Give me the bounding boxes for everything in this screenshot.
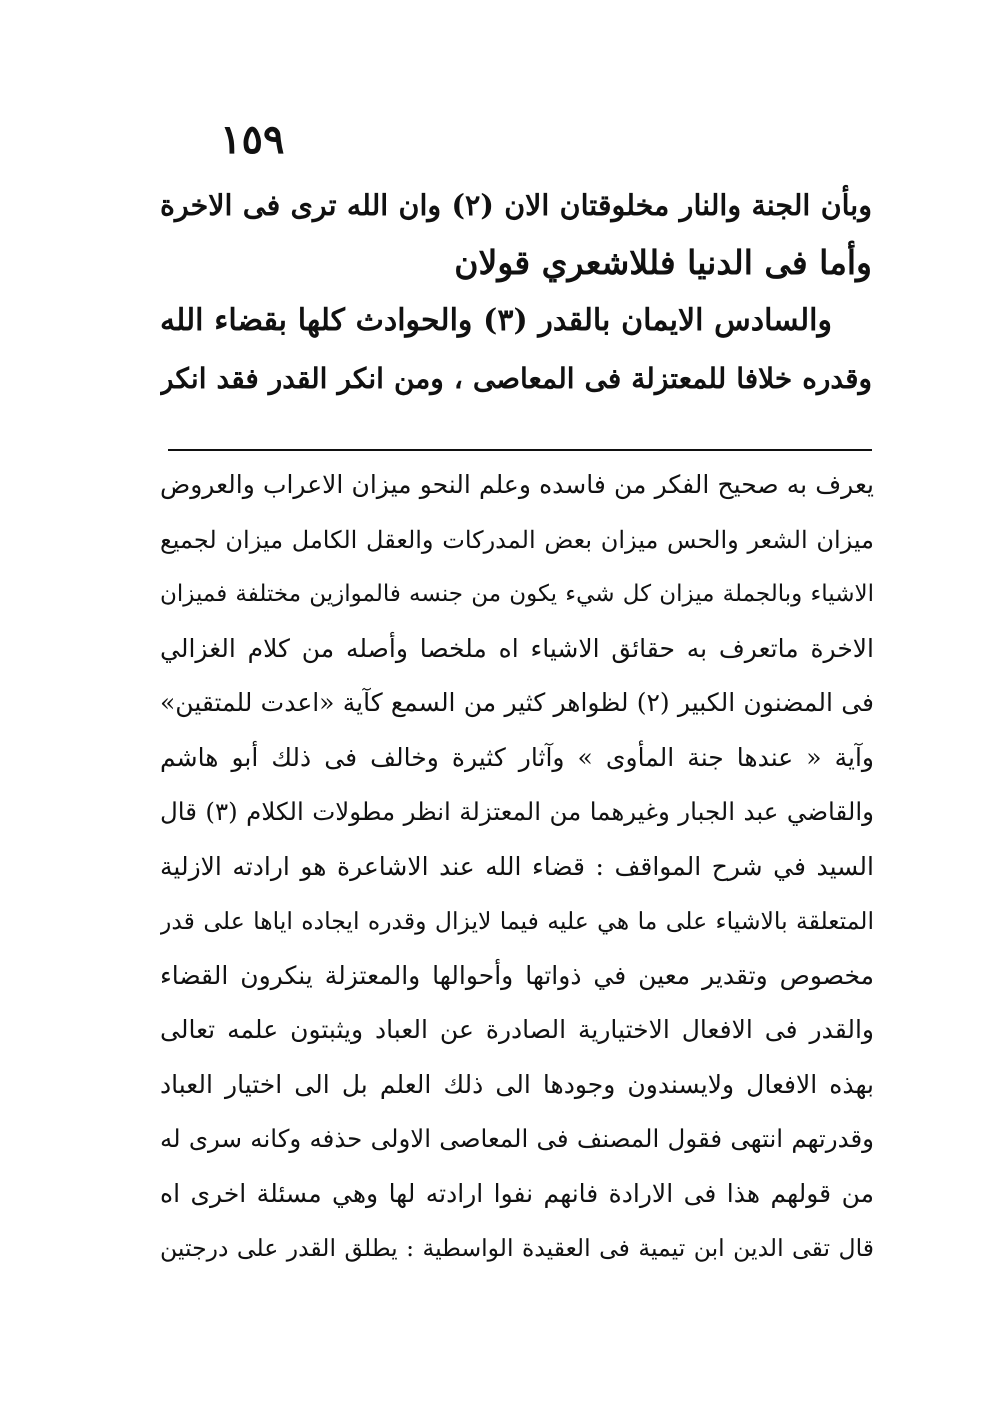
- footnote-line: من قولهم هذا فى الارادة فانهم نفوا ارادته لها وهي مسئلة اخرى اه: [160, 1178, 874, 1208]
- footnote-line: يعرف به صحيح الفكر من فاسده وعلم النحو ميزان الاعراب والعروض: [160, 470, 874, 499]
- footnote-line: وقدرتهم انتهى فقول المصنف فى المعاصى الاولى حذفه وكانه سرى له: [160, 1124, 874, 1153]
- main-line: وبأن الجنة والنار مخلوقتان الان (٢) وان الله ترى فى الاخرة: [160, 188, 872, 222]
- footnote-line: المتعلقة بالاشياء على ما هي عليه فيما لايزال وقدره ايجاده اياها على قدر: [160, 907, 874, 935]
- footnote-line: بهذه الافعال ولايسندون وجودها الى ذلك العلم بل الى اختيار العباد: [160, 1069, 874, 1099]
- main-text: [160, 176, 872, 408]
- main-line: وقدره خلافا للمعتزلة فى المعاصى ، ومن انكر القدر فقد انكر: [160, 362, 872, 395]
- footnote-line: والقاضي عبد الجبار وغيرهما من المعتزلة انظر مطولات الكلام (٣) قال: [160, 797, 874, 826]
- main-line: وأما فى الدنيا فللاشعري قولان: [454, 243, 872, 282]
- footnote-line: فى المضنون الكبير (٢) لظواهر كثير من السمع كآية «اعدت للمتقين»: [160, 688, 874, 717]
- footnote-line: والقدر فى الافعال الاختيارية الصادرة عن العباد ويثبتون علمه تعالى: [160, 1015, 874, 1044]
- footnote-line: الاشياء وبالجملة ميزان كل شيء يكون من جنسه فالموازين مختلفة فميزان: [160, 581, 874, 607]
- main-line: والسادس الايمان بالقدر (٣) والحوادث كلها بقضاء الله: [160, 303, 832, 338]
- footnote-line: قال تقى الدين ابن تيمية فى العقيدة الواسطية : يطلق القدر على درجتين: [160, 1234, 874, 1262]
- footnote-line: السيد في شرح المواقف : قضاء الله عند الاشاعرة هو ارادته الازلية: [160, 851, 874, 881]
- page-number: ١٥٩: [220, 116, 285, 163]
- footnotes: [160, 458, 874, 1276]
- footnote-line: الاخرة ماتعرف به حقائق الاشياء اه ملخصا وأصله من كلام الغزالي: [160, 633, 874, 663]
- footnote-line: ميزان الشعر والحس ميزان بعض المدركات والعقل الكامل ميزان لجميع: [160, 525, 874, 554]
- footnote-line: مخصوص وتقدير معين في ذواتها وأحوالها والمعتزلة ينكرون القضاء: [160, 960, 874, 990]
- footnote-divider: [168, 449, 872, 451]
- footnote-line: وآية « عندها جنة المأوى » وآثار كثيرة وخالف فى ذلك أبو هاشم: [160, 742, 874, 772]
